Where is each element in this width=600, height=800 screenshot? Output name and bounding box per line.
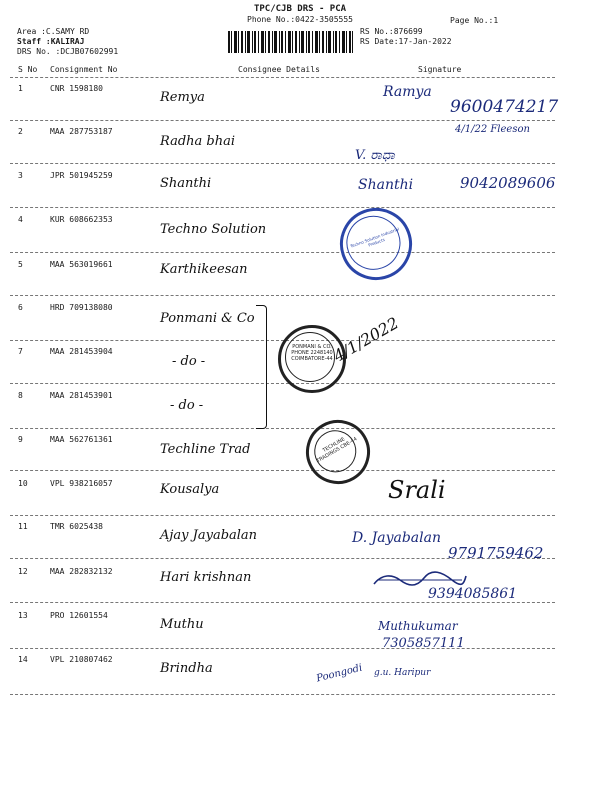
row-note: 9394085861: [428, 586, 518, 602]
row-consignment: HRD 709138080: [50, 303, 113, 312]
company-stamp-techno-solution: [330, 198, 422, 290]
row-sno: 7: [18, 347, 23, 356]
row-consignee-name: Brindha: [160, 661, 213, 676]
row-sno: 13: [18, 611, 28, 620]
row-note: 9791759462: [448, 544, 544, 562]
handwritten-signature: 4/1/2022: [330, 313, 402, 366]
row-sno: 3: [18, 171, 23, 180]
row-consignee-name: Remya: [160, 90, 205, 105]
row-divider: [10, 648, 555, 649]
col-header-sno: S No: [18, 65, 38, 74]
stamp-text: PONMANI & CO. PHONE 2248140 COIMBATORE-44: [291, 344, 333, 362]
row-consignment: PRO 12601554: [50, 611, 108, 620]
area-label: Area :C.SAMY RD: [17, 27, 90, 36]
row-divider: [10, 383, 555, 384]
row-sno: 2: [18, 127, 23, 136]
row-consignee-name: Radha bhai: [160, 134, 236, 149]
row-consignee-name: Techno Solution: [160, 222, 267, 237]
row-sno: 8: [18, 391, 23, 400]
grouping-bracket: [256, 305, 267, 429]
row-divider: [10, 295, 555, 296]
row-signature: Poongodi: [315, 662, 364, 685]
row-sno: 14: [18, 655, 28, 664]
row-consignee-name: Ajay Jayabalan: [160, 528, 258, 543]
rs-date: RS Date:17-Jan-2022: [360, 37, 452, 46]
row-note: g.u. Haripur: [374, 668, 431, 678]
row-sno: 4: [18, 215, 23, 224]
row-signature: V. ರಾಧಾ: [355, 148, 395, 163]
col-header-consignee: Consignee Details: [238, 65, 320, 74]
row-sno: 5: [18, 260, 23, 269]
barcode-icon: [228, 31, 353, 53]
row-divider: [10, 428, 555, 429]
row-note: 9042089606: [460, 174, 556, 192]
row-divider: [10, 470, 555, 471]
row-consignee-name: Karthikeesan: [160, 262, 248, 277]
row-consignment: MAA 281453904: [50, 347, 113, 356]
row-signature: D. Jayabalan: [352, 530, 441, 546]
row-sno: 10: [18, 479, 28, 488]
col-header-consignment: Consignment No: [50, 65, 118, 74]
row-sno: 6: [18, 303, 23, 312]
row-consignee-name: Muthu: [160, 617, 204, 632]
document-title: TPC/CJB DRS - PCA: [253, 4, 347, 14]
row-note: 9600474217: [450, 97, 559, 117]
row-consignment: MAA 282832132: [50, 567, 113, 576]
row-consignment: KUR 608662353: [50, 215, 113, 224]
row-note: 7305857111: [382, 636, 465, 651]
row-sno: 12: [18, 567, 28, 576]
row-signature: Muthukumar: [378, 619, 458, 633]
rs-number: RS No.:876699: [360, 27, 423, 36]
row-signature: Ramya: [383, 84, 432, 100]
row-consignee-name: Ponmani & Co: [160, 311, 255, 326]
row-consignee-name: Shanthi: [160, 176, 212, 191]
drs-number: DRS No. :DCJB07602991: [17, 47, 119, 56]
row-consignee-name: Techline Trad: [160, 442, 251, 457]
row-signature: Shanthi: [358, 177, 414, 193]
row-consignee-name: - do -: [170, 398, 204, 413]
row-divider: [10, 515, 555, 516]
phone-number: Phone No.:0422-3505555: [247, 15, 353, 24]
col-header-signature: Signature: [418, 65, 462, 74]
row-consignment: MAA 281453901: [50, 391, 113, 400]
row-consignee-name: Hari krishnan: [160, 570, 252, 585]
row-divider: [10, 120, 555, 121]
row-divider: [10, 602, 555, 603]
row-divider: [10, 252, 555, 253]
row-sno: 11: [18, 522, 28, 531]
row-sno: 1: [18, 84, 23, 93]
header-divider: [10, 77, 555, 78]
row-consignment: MAA 563019661: [50, 260, 113, 269]
page-number: Page No.:1: [450, 16, 499, 25]
stamp-text: TECHLINE TRADINGS CBE-44: [315, 436, 359, 465]
row-consignee-name: Kousalya: [160, 482, 220, 497]
row-divider: [10, 694, 555, 695]
row-note: 4/1/22 Fleeson: [455, 124, 530, 135]
row-consignment: VPL 210807462: [50, 655, 113, 664]
row-consignment: MAA 287753187: [50, 127, 113, 136]
row-consignment: CNR 1598180: [50, 84, 103, 93]
row-signature: Srali: [388, 476, 446, 504]
row-sno: 9: [18, 435, 23, 444]
row-consignee-name: - do -: [172, 354, 206, 369]
row-consignment: TMR 6025438: [50, 522, 103, 531]
row-divider: [10, 207, 555, 208]
row-divider: [10, 163, 555, 164]
staff-label: Staff :KALIRAJ: [17, 37, 85, 46]
row-consignment: VPL 938216057: [50, 479, 113, 488]
row-consignment: JPR 501945259: [50, 171, 113, 180]
stamp-text: Techno Solution Industrial Products: [349, 226, 400, 249]
company-stamp-techline: [294, 408, 381, 495]
row-consignment: MAA 562761361: [50, 435, 113, 444]
